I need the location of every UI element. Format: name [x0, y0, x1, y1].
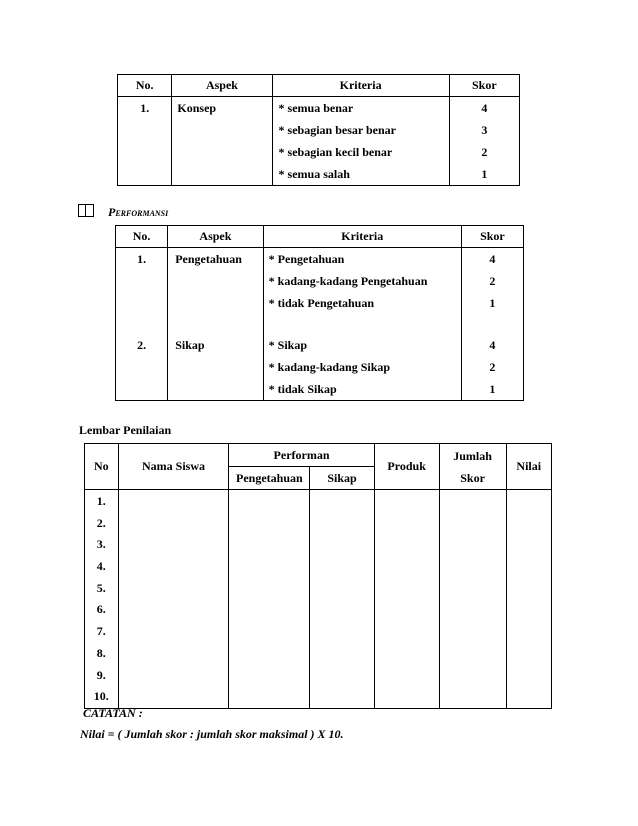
nilai-formula: Nilai = ( Jumlah skor : jumlah skor maksimal ) X 10.: [80, 727, 344, 741]
kriteria-item: * sebagian besar benar: [278, 123, 396, 137]
kriteria-item: * semua benar: [278, 101, 354, 115]
header-no: No.: [118, 75, 172, 97]
header-no: No.: [116, 226, 168, 248]
kriteria-item: * kadang-kadang Sikap: [268, 360, 391, 374]
table-header-row: [118, 75, 520, 97]
header-aspek: Aspek: [168, 226, 263, 248]
skor-item: 2: [489, 360, 496, 374]
table-header-row: [85, 444, 552, 467]
spacer: [462, 314, 523, 334]
row-kriteria: [263, 248, 461, 401]
row-number: 1.: [96, 494, 106, 508]
header-nilai: Nilai: [506, 444, 551, 490]
skor-item: 1: [481, 167, 488, 181]
header-jumlah: Jumlah: [453, 448, 492, 463]
penilaian-table: [84, 443, 552, 709]
row-no-text: 2.: [137, 338, 147, 352]
nama-column[interactable]: [118, 490, 229, 709]
row-aspek-text: Sikap: [175, 338, 205, 352]
row-kriteria: [272, 97, 449, 186]
header-jumlah-skor: [439, 444, 506, 490]
row-no-text: 1.: [140, 101, 150, 115]
skor-item: 1: [489, 382, 496, 396]
header-skor: Skor: [460, 470, 485, 485]
spacer: [175, 292, 262, 314]
lembar-title: Lembar Penilaian: [79, 423, 172, 437]
catatan-label: CATATAN :: [83, 706, 143, 720]
header-nama: Nama Siswa: [118, 444, 229, 490]
row-no: [116, 248, 168, 401]
kriteria-item: * tidak Pengetahuan: [268, 296, 375, 310]
kriteria-item: * Pengetahuan: [268, 252, 345, 266]
table-body-row: [85, 490, 552, 709]
table-row: [118, 97, 520, 186]
kriteria-item: * semua salah: [278, 167, 350, 181]
skor-item: 4: [481, 101, 488, 115]
row-number: 9.: [96, 667, 106, 682]
konsep-table: [117, 74, 520, 186]
performansi-heading: [78, 204, 168, 220]
skor-item: 1: [489, 296, 496, 310]
row-number: 5.: [96, 580, 106, 595]
spacer: [116, 314, 167, 334]
header-skor: Skor: [449, 75, 519, 97]
table-header-row: [116, 226, 524, 248]
spacer: [175, 270, 262, 292]
header-no: No: [85, 444, 119, 490]
row-aspek-text: Konsep: [177, 101, 217, 115]
performansi-table: [115, 225, 524, 401]
row-number: 4.: [96, 559, 106, 574]
row-skor: [449, 97, 519, 186]
spacer: [116, 270, 167, 292]
row-aspek: [168, 248, 263, 401]
kriteria-item: * tidak Sikap: [268, 382, 337, 396]
book-icon: [78, 204, 94, 217]
header-sikap: Sikap: [310, 467, 374, 490]
header-skor: Skor: [461, 226, 523, 248]
header-produk: Produk: [374, 444, 439, 490]
header-kriteria: Kriteria: [272, 75, 449, 97]
row-number: 2.: [96, 515, 106, 530]
nilai-column[interactable]: [506, 490, 551, 709]
skor-item: 4: [489, 252, 496, 266]
number-column: [85, 490, 119, 709]
row-no-text: 1.: [137, 252, 147, 266]
skor-item: 2: [489, 274, 496, 288]
produk-column[interactable]: [374, 490, 439, 709]
sikap-column[interactable]: [310, 490, 374, 709]
row-aspek-text: Pengetahuan: [175, 252, 242, 266]
header-aspek: Aspek: [172, 75, 272, 97]
table-row: [116, 248, 524, 401]
row-skor: [461, 248, 523, 401]
row-number: 8.: [96, 645, 106, 660]
skor-item: 4: [489, 338, 496, 352]
kriteria-item: * sebagian kecil benar: [278, 145, 393, 159]
spacer: [175, 314, 262, 334]
header-kriteria: Kriteria: [263, 226, 461, 248]
row-number: 7.: [96, 624, 106, 639]
row-number: 6.: [96, 602, 106, 617]
header-pengetahuan: Pengetahuan: [229, 467, 310, 490]
row-no: [118, 97, 172, 186]
jumlah-column[interactable]: [439, 490, 506, 709]
row-number: 10.: [93, 689, 109, 704]
kriteria-item: * kadang-kadang Pengetahuan: [268, 274, 428, 288]
header-performan: Performan: [229, 444, 374, 467]
row-number: 3.: [96, 537, 106, 552]
performansi-title: Performansi: [108, 205, 169, 219]
spacer: [269, 314, 461, 334]
spacer: [116, 292, 167, 314]
skor-item: 2: [481, 145, 488, 159]
pengetahuan-column[interactable]: [229, 490, 310, 709]
skor-item: 3: [481, 123, 488, 137]
row-aspek: [172, 97, 272, 186]
kriteria-item: * Sikap: [268, 338, 308, 352]
